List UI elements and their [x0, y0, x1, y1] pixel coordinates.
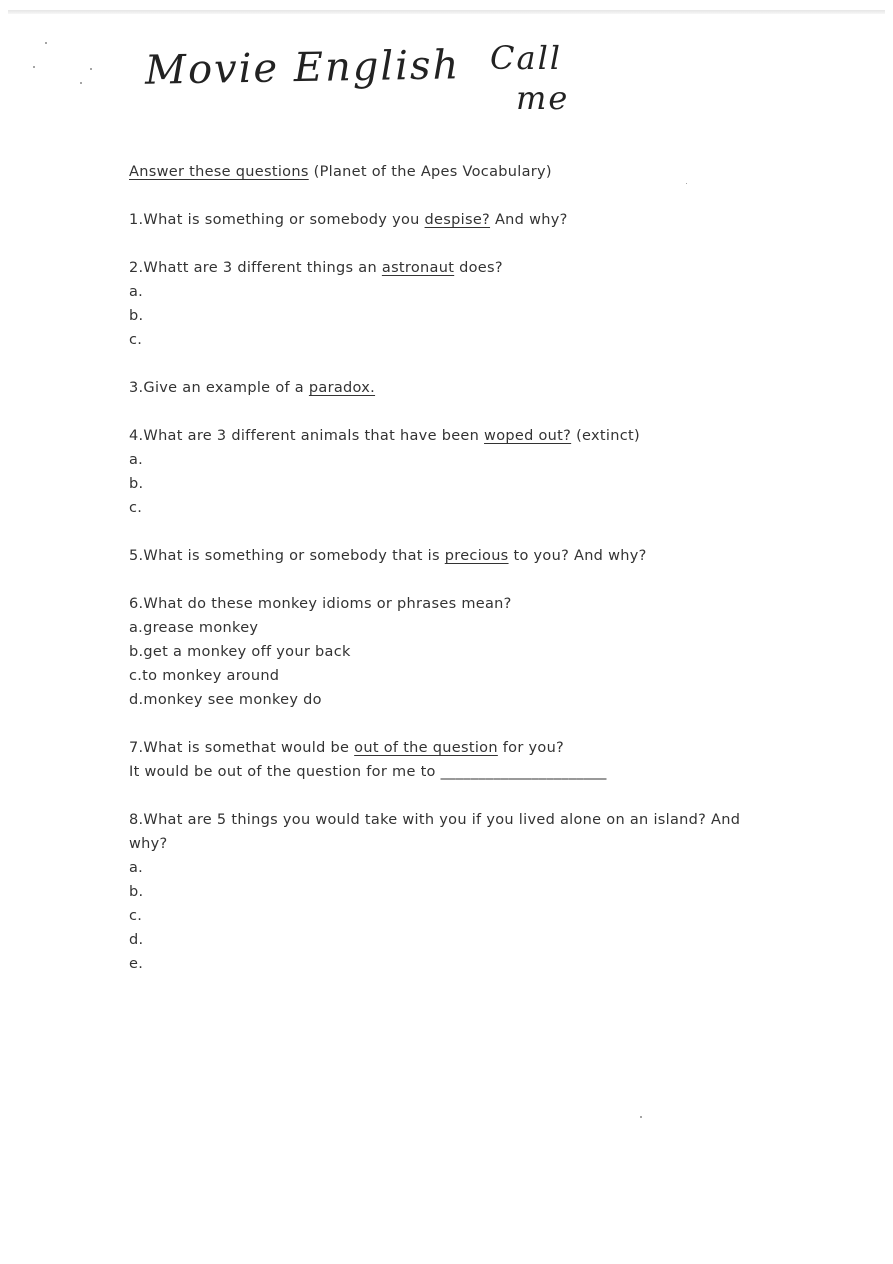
- question-4: [129, 424, 779, 448]
- question-5-text: 5.What is something or somebody that is: [129, 548, 445, 564]
- answer-option: b.: [129, 476, 144, 492]
- answer-option: a.: [129, 284, 144, 300]
- vocab-despise: despise?: [424, 212, 491, 228]
- answer-option: a.: [129, 860, 144, 876]
- topic-text: (Planet of the Apes Vocabulary): [308, 164, 552, 180]
- idiom-item: d.monkey see monkey do: [129, 692, 322, 708]
- question-5: [129, 544, 779, 568]
- answer-option: b.: [129, 308, 144, 324]
- question-7: [129, 736, 779, 760]
- question-4-text: 4.What are 3 different animals that have been: [129, 428, 485, 444]
- idiom-item: a.grease monkey: [129, 620, 259, 636]
- handwritten-name-line2: me: [516, 79, 570, 117]
- scan-edge: [8, 10, 885, 14]
- question-2: [129, 256, 779, 280]
- question-3-text: 3.Give an example of a: [129, 380, 309, 396]
- vocab-paradox: paradox.: [308, 380, 376, 396]
- vocab-out-of-the-question: out of the question: [354, 740, 498, 756]
- instruction-text: Answer these questions: [129, 164, 309, 180]
- answer-option: c.: [129, 908, 143, 924]
- question-7-tail: for you?: [497, 740, 565, 756]
- vocab-astronaut: astronaut: [381, 260, 455, 276]
- answer-option: e.: [129, 956, 144, 972]
- question-3: [129, 376, 779, 400]
- answer-option: c.: [129, 332, 143, 348]
- handwritten-name: [490, 38, 630, 118]
- question-5-tail: to you? And why?: [508, 548, 647, 564]
- answer-option: c.: [129, 500, 143, 516]
- question-6: 6.What do these monkey idioms or phrases mean?: [129, 596, 512, 612]
- vocab-precious: precious: [444, 548, 509, 564]
- handwritten-name-line1: Call: [490, 39, 563, 77]
- question-1-tail: And why?: [490, 212, 568, 228]
- question-1: [129, 208, 779, 232]
- vocab-wiped-out: woped out?: [484, 428, 572, 444]
- answer-option: d.: [129, 932, 144, 948]
- question-8-line1: 8.What are 5 things you would take with you if you lived alone on an island? And: [129, 812, 741, 828]
- idiom-item: c.to monkey around: [129, 668, 280, 684]
- worksheet-body: [129, 160, 779, 976]
- answer-option: b.: [129, 884, 144, 900]
- question-7-prompt: It would be out of the question for me to ______________________: [129, 764, 607, 780]
- question-8-line2: why?: [129, 836, 168, 852]
- idiom-item: b.get a monkey off your back: [129, 644, 351, 660]
- question-7-text: 7.What is somethat would be: [129, 740, 355, 756]
- answer-option: a.: [129, 452, 144, 468]
- question-4-tail: (extinct): [571, 428, 640, 444]
- question-1-text: 1.What is something or somebody you: [129, 212, 425, 228]
- question-2-tail: does?: [454, 260, 503, 276]
- question-2-text: 2.Whatt are 3 different things an: [129, 260, 382, 276]
- handwritten-title: Movie English: [144, 42, 461, 94]
- instructions-line: [129, 160, 779, 184]
